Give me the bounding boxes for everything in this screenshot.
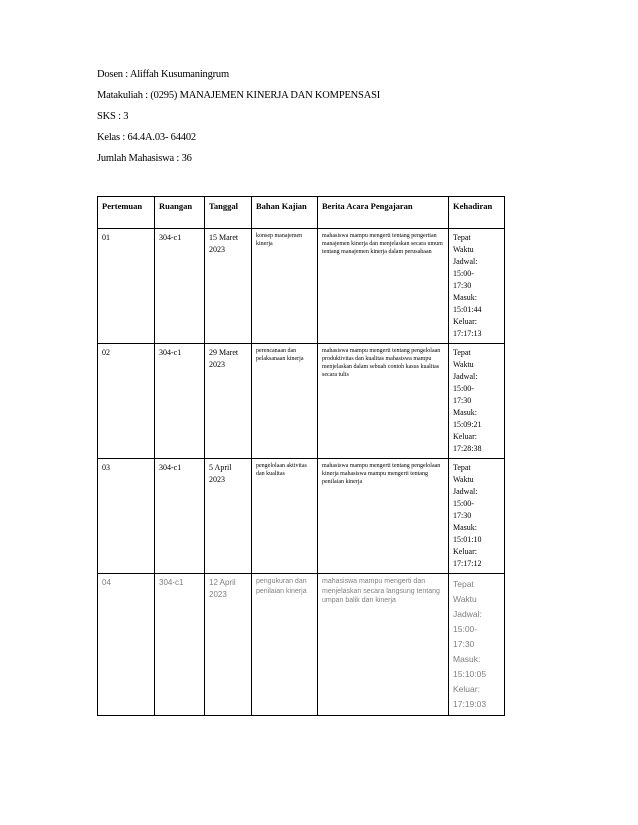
table-row — [98, 459, 505, 574]
schedule-label: Jadwal: — [453, 372, 478, 381]
attendance-status: Waktu — [453, 245, 474, 254]
attendance-cell — [449, 574, 505, 716]
lecturer-line: Dosen : Aliffah Kusumaningrum — [97, 69, 229, 80]
schedule-label: Jadwal: — [453, 487, 478, 496]
check-in-label: Masuk: — [453, 408, 477, 417]
attendance-status: Waktu — [453, 360, 474, 369]
check-in-label: Masuk: — [453, 523, 477, 532]
table-row — [98, 574, 505, 716]
meeting-cell: 02 — [98, 344, 155, 459]
check-out-label: Keluar: — [453, 547, 477, 556]
schedule-end: 17:30 — [453, 511, 472, 520]
report-cell: mahasiswa mampu mengerti dan menjelaskan secara langsung tentang umpan balik dan kinerja — [318, 574, 449, 716]
column-header-date: Tanggal — [205, 197, 252, 229]
check-out-label: Keluar: — [453, 432, 477, 441]
report-cell: mahasiswa mampu mengerti tentang pengertian manajemen kinerja dan menjelaskan secara umum tentang manajemen kinerja dalam perusahaan — [318, 229, 449, 344]
room-cell: 304-c1 — [155, 344, 205, 459]
meeting-cell: 03 — [98, 459, 155, 574]
attendance-status: Waktu — [453, 475, 474, 484]
attendance-cell — [449, 459, 505, 574]
schedule-start: 15:00- — [453, 269, 474, 278]
check-out-time: 17:17:12 — [453, 559, 482, 568]
column-header-meeting: Pertemuan — [98, 197, 155, 229]
check-out-time: 17:28:38 — [453, 444, 482, 453]
topic-cell: perencanaan dan pelaksanaan kinerja — [252, 344, 318, 459]
attendance-status: Tepat — [453, 579, 474, 589]
attendance-status: Tepat — [453, 463, 471, 472]
table-row — [98, 344, 505, 459]
meeting-cell: 04 — [98, 574, 155, 716]
check-in-label: Masuk: — [453, 293, 477, 302]
teaching-log-table — [97, 196, 505, 716]
report-cell: mahasiswa mampu mengerti tentang pengelolaan produktivitas dan kualitas mahasiswa mampu menjelaskan dalam sebuah contoh kasus kualitas secara tulis — [318, 344, 449, 459]
schedule-end: 17:30 — [453, 281, 472, 290]
check-in-time: 15:10:05 — [453, 669, 487, 679]
table-row — [98, 229, 505, 344]
topic-cell: konsep manajemen kinerja — [252, 229, 318, 344]
check-out-time: 17:19:03 — [453, 699, 487, 709]
check-in-label: Masuk: — [453, 654, 481, 664]
schedule-end: 17:30 — [453, 639, 475, 649]
attendance-cell — [449, 344, 505, 459]
check-out-time: 17:17:13 — [453, 329, 482, 338]
column-header-report: Berita Acara Pengajaran — [318, 197, 449, 229]
room-cell: 304-c1 — [155, 459, 205, 574]
check-out-label: Keluar: — [453, 684, 480, 694]
column-header-room: Ruangan — [155, 197, 205, 229]
schedule-label: Jadwal: — [453, 609, 482, 619]
date-cell: 29 Maret 2023 — [205, 344, 252, 459]
student-count-line: Jumlah Mahasiswa : 36 — [97, 153, 192, 164]
table-header-row — [98, 197, 505, 229]
attendance-status: Tepat — [453, 348, 471, 357]
check-in-time: 15:01:10 — [453, 535, 482, 544]
check-in-time: 15:01:44 — [453, 305, 482, 314]
topic-cell: pengukuran dan penilaian kinerja — [252, 574, 318, 716]
date-cell: 15 Maret 2023 — [205, 229, 252, 344]
attendance-cell — [449, 229, 505, 344]
check-in-time: 15:09:21 — [453, 420, 482, 429]
schedule-start: 15:00- — [453, 499, 474, 508]
schedule-label: Jadwal: — [453, 257, 478, 266]
course-line: Matakuliah : (0295) MANAJEMEN KINERJA DAN KOMPENSASI — [97, 90, 381, 101]
date-cell: 12 April 2023 — [205, 574, 252, 716]
attendance-status: Tepat — [453, 233, 471, 242]
column-header-attendance: Kehadiran — [449, 197, 505, 229]
column-header-topic: Bahan Kajian — [252, 197, 318, 229]
document-header — [97, 70, 380, 175]
topic-cell: pengelolaan aktivitas dan kualitas — [252, 459, 318, 574]
schedule-start: 15:00- — [453, 624, 478, 634]
check-out-label: Keluar: — [453, 317, 477, 326]
credits-line: SKS : 3 — [97, 111, 129, 122]
date-cell: 5 April 2023 — [205, 459, 252, 574]
room-cell: 304-c1 — [155, 229, 205, 344]
room-cell: 304-c1 — [155, 574, 205, 716]
report-cell: mahasiswa mampu mengerti tentang pengelolaan kinerja mahasiswa mampu mengerti tentang penilaian kinerja — [318, 459, 449, 574]
class-line: Kelas : 64.4A.03- 64402 — [97, 132, 196, 143]
meeting-cell: 01 — [98, 229, 155, 344]
schedule-end: 17:30 — [453, 396, 472, 405]
attendance-status: Waktu — [453, 594, 477, 604]
schedule-start: 15:00- — [453, 384, 474, 393]
